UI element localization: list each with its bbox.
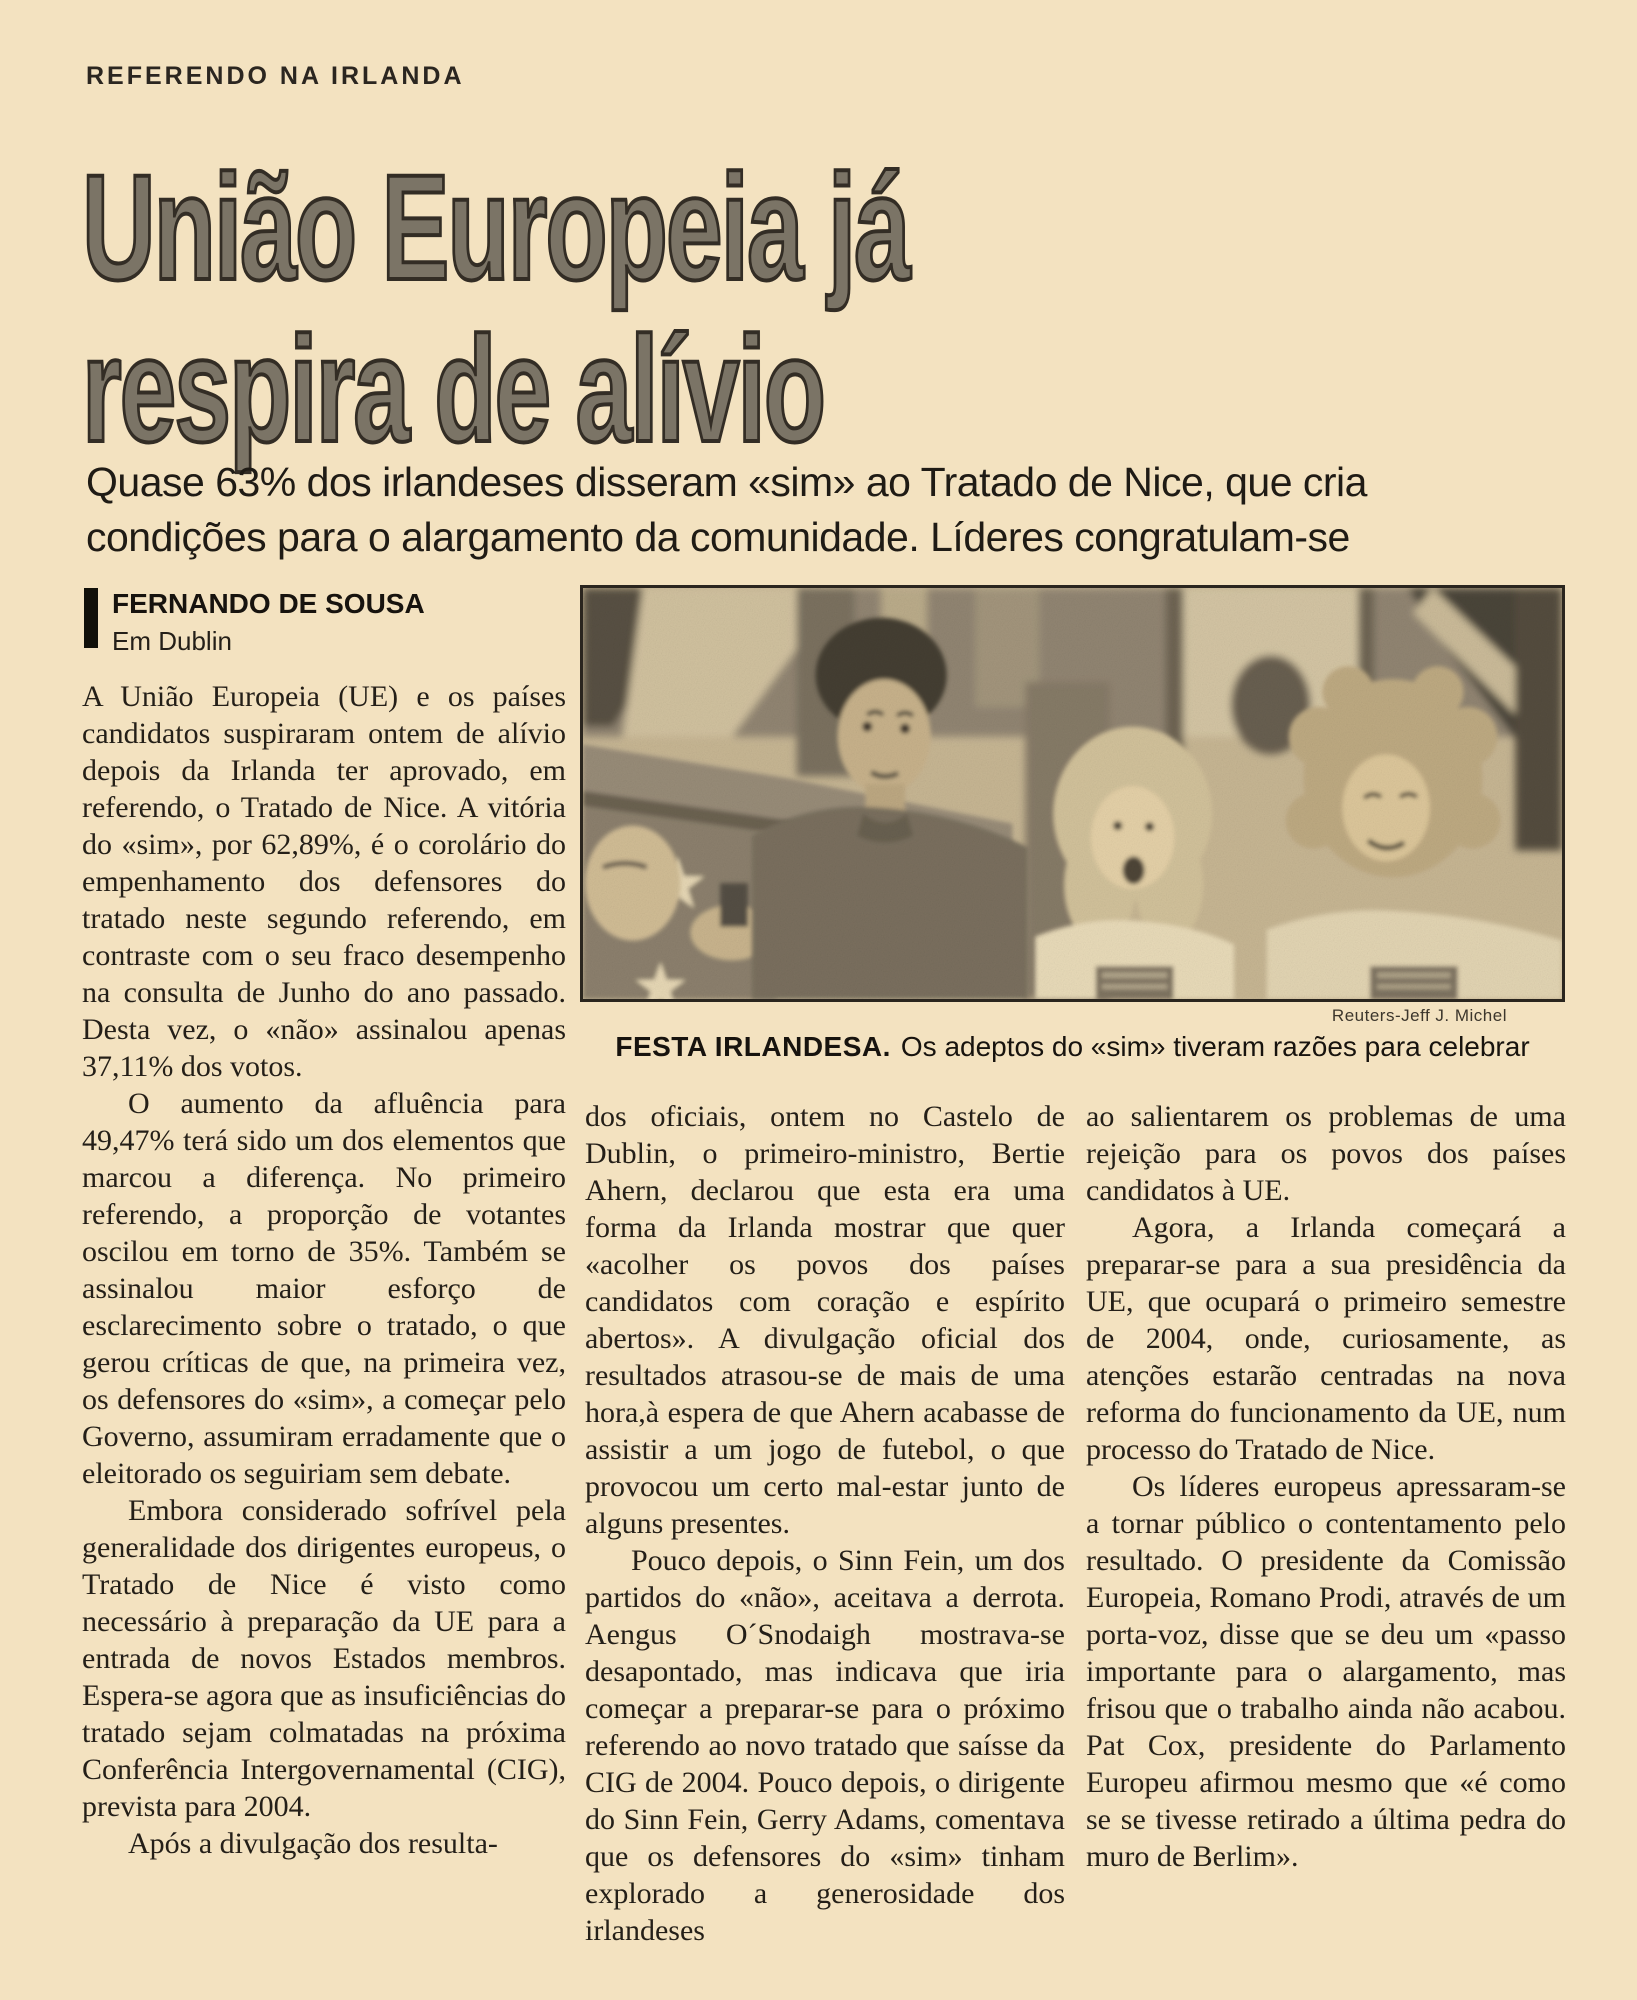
headline-line-1: União Europeia já <box>82 143 909 311</box>
paragraph: O aumento da afluência para 49,47% terá sido um dos elementos que marcou a diferença. No primeiro referendo, a proporção de votantes oscilou em torno de 35%. Também se assinalou maior esforço de esclarecimento sobre o tratado, o que gerou críticas de que, na primeira vez, os defensores do «sim», a começar pelo Governo, assumiram erradamente que o eleitorado os seguiriam sem debate. <box>82 1087 566 1490</box>
paragraph: Após a divulgação dos resulta- <box>128 1827 498 1860</box>
headline-line-2: respira de alívio <box>82 305 825 473</box>
film-grain-overlay <box>583 588 1562 999</box>
paragraph: Pouco depois, o Sinn Fein, um dos partidos do «não», aceitava a derrota. Aengus O´Snodaigh mostrava-se desapontado, mas indicava que iria começar a preparar-se para o próximo referendo ao novo tratado que saísse da CIG de 2004. Pouco depois, o dirigente do Sinn Fein, Gerry Adams, comentava que os defensores do «sim» tinham explorado a generosidade dos irlandeses <box>585 1544 1065 1947</box>
byline <box>84 588 564 657</box>
subhead-line-2: condições para o alargamento da comunidade. Líderes congratulam-se <box>86 514 1350 560</box>
section-kicker: REFERENDO NA IRLANDA <box>86 62 465 90</box>
subhead-line-1: Quase 63% dos irlandeses disseram «sim» ao Tratado de Nice, que cria <box>86 459 1367 505</box>
photo-caption-text: Os adeptos do «sim» tiveram razões para celebrar <box>900 1031 1530 1062</box>
article-column-2 <box>585 1098 1065 1949</box>
photo-caption <box>580 1031 1565 1063</box>
paragraph: Agora, a Irlanda começará a preparar-se para a sua presidência da UE, que ocupará o primeiro semestre de 2004, onde, curiosamente, as atenções estarão centradas na nova reforma do funcionamento da UE, num processo do Tratado de Nice. <box>1086 1211 1566 1466</box>
photo-caption-title: FESTA IRLANDESA. <box>615 1031 891 1062</box>
article-column-1 <box>82 678 566 1862</box>
article-column-3 <box>1086 1098 1566 1875</box>
photo-credit: Reuters-Jeff J. Michel <box>1331 1006 1507 1025</box>
paragraph: Os líderes europeus apressaram-se a tornar público o contentamento pelo resultado. O presidente da Comissão Europeia, Romano Prodi, através de um porta-voz, disse que se deu um «passo importante para o alargamento, mas frisou que o trabalho ainda não acabou. Pat Cox, presidente do Parlamento Europeu afirmou mesmo que «é como se se tivesse retirado a última pedra do muro de Berlim». <box>1086 1470 1566 1873</box>
byline-bar <box>84 588 98 648</box>
paragraph: Embora considerado sofrível pela generalidade dos dirigentes europeus, o Tratado de Nice é visto como necessário à preparação da UE para a entrada de novos Estados membros. Espera-se agora que as insuficiências do tratado sejam colmatadas na próxima Conferência Intergovernamental (CIG), prevista para 2004. <box>82 1494 566 1823</box>
news-photo <box>580 585 1565 1002</box>
byline-text <box>112 588 425 657</box>
paragraph: ao salientarem os problemas de uma rejeição para os povos dos países candidatos à UE. <box>1086 1100 1566 1207</box>
byline-location: Em Dublin <box>112 626 232 657</box>
paragraph: A União Europeia (UE) e os países candidatos suspiraram ontem de alívio depois da Irlanda ter aprovado, em referendo, o Tratado de Nice. A vitória do «sim», por 62,89%, é o corolário do empenhamento dos defensores do tratado neste segundo referendo, em contraste com o seu fraco desempenho na consulta de Junho do ano passado. Desta vez, o «não» assinalou apenas 37,11% dos votos. <box>82 680 566 1083</box>
byline-author: FERNANDO DE SOUSA <box>112 588 425 619</box>
photo-illustration <box>583 588 1562 999</box>
paragraph: dos oficiais, ontem no Castelo de Dublin, o primeiro-ministro, Bertie Ahern, declarou que esta era uma forma da Irlanda mostrar que quer «acolher os povos dos países candidatos com coração e espírito abertos». A divulgação oficial dos resultados atrasou-se de mais de uma hora,à espera de que Ahern acabasse de assistir a um jogo de futebol, o que provocou um certo mal-estar junto de alguns presentes. <box>585 1100 1065 1540</box>
